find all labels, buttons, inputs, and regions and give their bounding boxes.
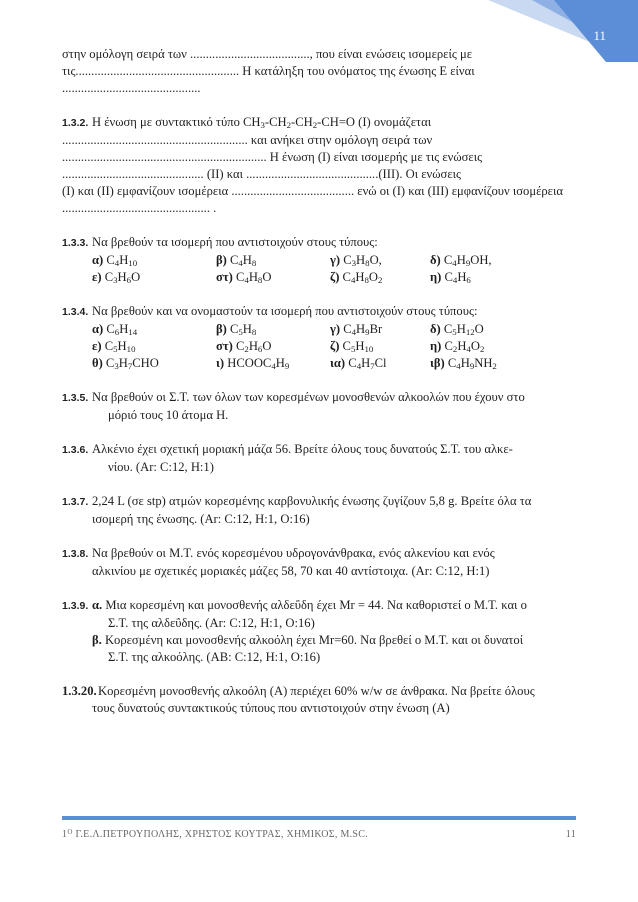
formula-item: η) $C_2H_4O_2$ [430,339,485,355]
formula-item: δ) $C_4H_9OH$, [430,253,492,269]
formula-item: ιβ) $C_4H_9NH_2$ [430,356,497,372]
formula-item: ε) $C_5H_{10}$ [92,339,136,355]
intro-line-2: τις.................................................... Η κατάληξη του ονόματος της ένωσης Ε είναι [62,64,475,78]
formula-row [62,269,582,286]
question-text: Κορεσμένη μονοσθενής αλκοόλη (Α) περιέχει 60% w/w σε άνθρακα. Να βρείτε όλους [98,684,535,698]
formula-item: ζ) $C_4H_8O_2$ [330,270,383,286]
part-label-a: α. [92,598,103,612]
footer [62,829,576,840]
formula-item: γ) $C_3H_8O$, [330,253,382,269]
intro-line-3: ............................................ [62,81,201,95]
question-1-3-3 [62,234,582,252]
formula-item: ια) $C_4H_7Cl$ [330,356,387,372]
formula-row [62,252,582,269]
footer-superscript: Ο [67,828,73,837]
question-number: 1.3.4. [62,306,89,318]
formula-item: α) $C_4H_{10}$ [92,253,138,269]
question-1-3-20 [62,683,582,700]
question-1-3-4 [62,303,582,321]
formula-item: θ) $C_3H_7CHO$ [92,356,159,372]
question-line: αλκινίου με σχετικές μοριακές μάζες 58, 70 και 40 αντίστοιχα. (Ar: C:12, H:1) [92,564,490,578]
document-body [62,46,582,717]
question-line: τους δυνατούς συντακτικούς τύπους που αντιστοιχούν στην ένωση (Α) [92,701,450,715]
question-line: νίου. (Ar: C:12, H:1) [108,460,214,474]
footer-page-number: 11 [565,829,576,840]
question-1-3-2 [62,114,582,132]
question-number: 1.3.7. [62,496,89,508]
question-text: Αλκένιο έχει σχετική μοριακή μάζα 56. Βρείτε όλους τους δυνατούς Σ.Τ. του αλκε- [92,442,513,456]
question-1-3-9 [62,597,582,615]
formula-row [62,321,582,338]
formula-item: α) $C_6H_{14}$ [92,322,138,338]
question-line: Σ.Τ. της αλκοόλης. (ΑΒ: C:12, H:1, O:16) [108,650,321,664]
footer-school-number: 1 [62,829,68,840]
question-line: μόριό τους 10 άτομα Η. [108,408,229,422]
question-line: ............................................... . [62,201,217,215]
intro-line-1: στην ομόλογη σειρά των ......................................, που είναι ενώσεις ισομερείς με [62,47,473,61]
footer-text: Γ.Ε.Λ.ΠΕΤΡΟΥΠΟΛΗΣ, ΧΡΗΣΤΟΣ ΚΟΥΤΡΑΣ, ΧΗΜΙΚΟΣ, M.SC. [75,829,369,840]
question-number: 1.3.9. [62,600,89,612]
question-part-b [62,632,582,649]
question-number: 1.3.2. [62,117,89,129]
question-1-3-5 [62,389,582,407]
question-1-3-8 [62,545,582,563]
formula-item: β) $C_5H_8$ [216,322,257,338]
formula-item: β) $C_4H_8$ [216,253,257,269]
question-number: 1.3.8. [62,548,89,560]
question-number: 1.3.6. [62,444,89,456]
question-line: (Ι) και (ΙΙ) εμφανίζουν ισομέρεια ....................................... ενώ οι (Ι) και (ΙΙΙ) εμφανίζουν ισομέρεια [62,184,563,198]
footer-rule [62,816,576,820]
question-number: 1.3.5. [62,392,89,404]
question-line: ............................................. (ΙΙ) και ..........................................(ΙΙΙ). Οι ενώσεις [62,167,461,181]
question-number: 1.3.3. [62,237,89,249]
question-text: Να βρεθούν τα ισομερή που αντιστοιχούν στους τύπους: [92,235,378,249]
formula-item: στ) $C_4H_8O$ [216,270,272,286]
question-text: Η ένωση με συντακτικό τύπο $CH_3-CH_2-CH_2-CH=O$ (I) ονομάζεται [92,115,432,131]
part-label-b: β. [92,633,102,647]
formula-item: δ) $C_5H_{12}O$ [430,322,484,338]
formula-row [62,338,582,355]
question-number: 1.3.20. [62,684,97,698]
header-page-number: 11 [593,28,606,43]
formula-item: ζ) $C_5H_{10}$ [330,339,374,355]
question-text: Μια κορεσμένη και μονοσθενής αλδεΰδη έχει Mr = 44. Να καθοριστεί ο Μ.Τ. και ο [105,598,527,612]
question-text: 2,24 L (σε stp) ατμών κορεσμένης καρβονυλικής ένωσης ζυγίζουν 5,8 g. Βρείτε όλα τα [92,494,532,508]
question-text: Να βρεθούν οι Μ.Τ. ενός κορεσμένου υδρογονάνθρακα, ενός αλκενίου και ενός [92,546,495,560]
question-line: ........................................................... και ανήκει στην ομόλογη σειρά των [62,133,433,147]
formula-item: η) $C_4H_6$ [430,270,471,286]
question-line: ................................................................. Η ένωση (Ι) είναι ισομερής με τις ενώσεις [62,150,483,164]
question-1-3-6 [62,441,582,459]
formula-item: ε) $C_3H_6O$ [92,270,141,286]
question-text: Κορεσμένη και μονοσθενής αλκοόλη έχει Mr=60. Να βρεθεί ο Μ.Τ. και οι δυνατοί [104,633,524,647]
formula-item: ι) $HCOOC_4H_9$ [216,356,290,372]
formula-item: γ) $C_4H_9Br$ [330,322,383,338]
formula-item: στ) $C_2H_6O$ [216,339,272,355]
question-1-3-7 [62,493,582,511]
question-text: Να βρεθούν και να ονομαστούν τα ισομερή που αντιστοιχούν στους τύπους: [92,304,478,318]
question-line: ισομερή της ένωσης. (Ar: C:12, H:1, O:16) [92,512,310,526]
question-text: Να βρεθούν οι Σ.Τ. των όλων των κορεσμένων μονοσθενών αλκοολών που έχουν στο [92,390,525,404]
formula-row [62,355,582,372]
question-line: Σ.Τ. της αλδεΰδης. (Ar: C:12, H:1, O:16) [108,616,315,630]
